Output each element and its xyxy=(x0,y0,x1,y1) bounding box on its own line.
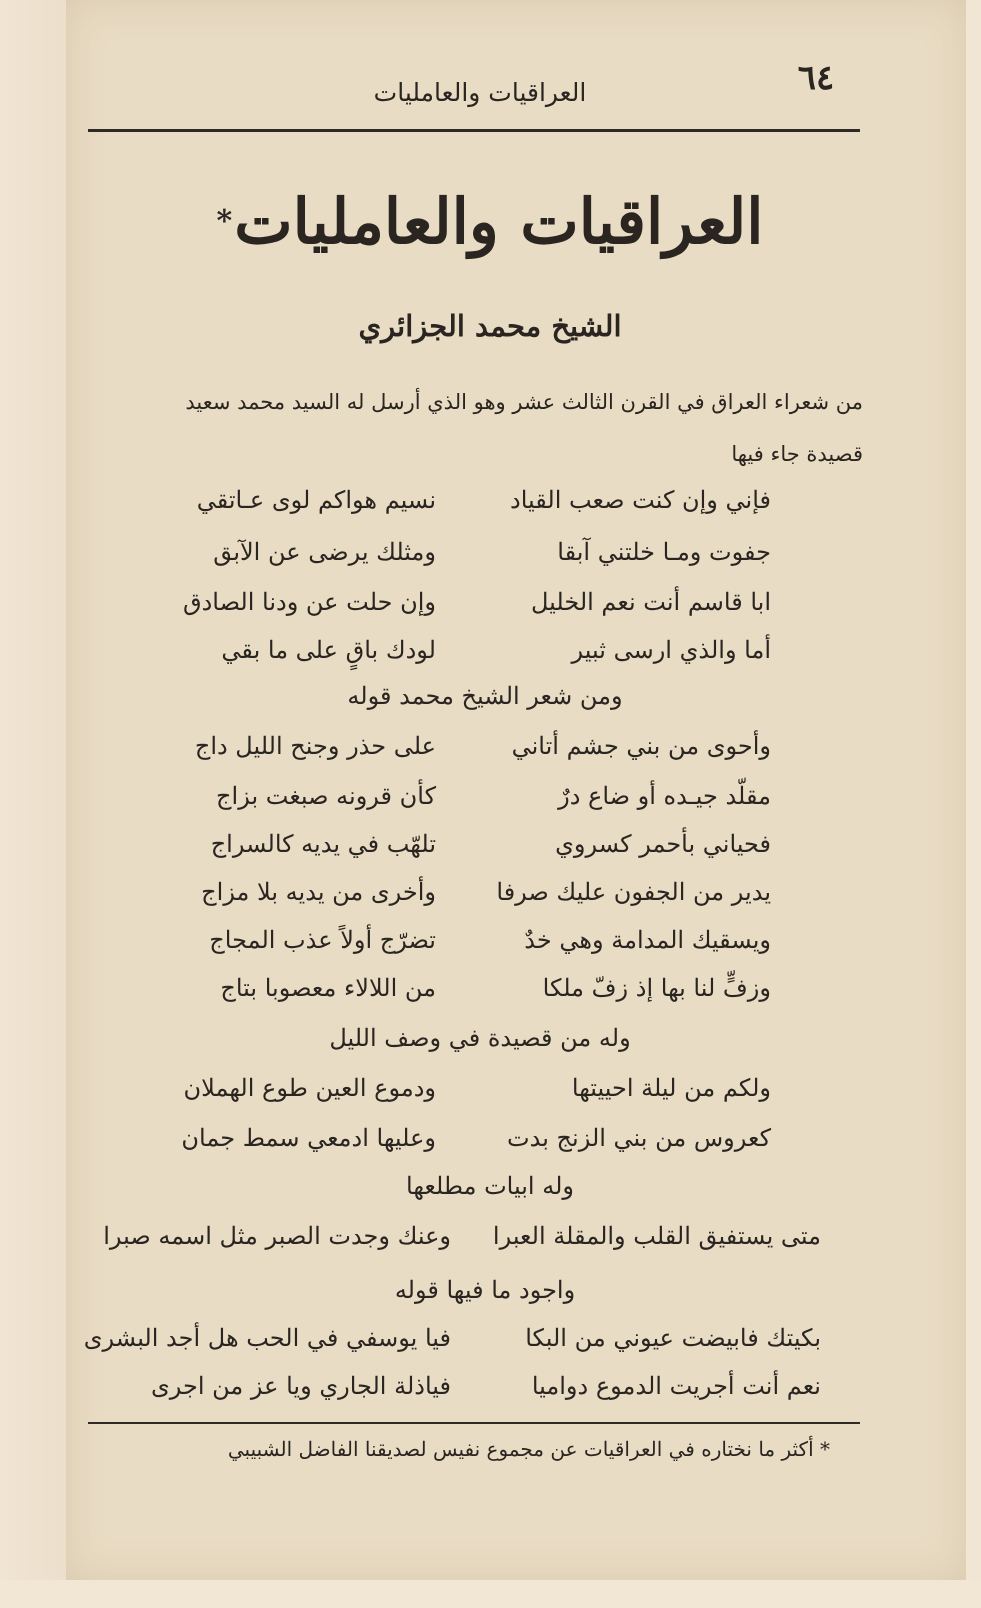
scan-right-margin xyxy=(966,0,981,1608)
section-heading: واجود ما فيها قوله xyxy=(394,1276,576,1304)
verse-hemistich-right: مقلّد جيـده أو ضاع درٌ xyxy=(558,782,771,810)
scan-bottom-margin xyxy=(0,1580,981,1608)
page-title xyxy=(150,182,830,262)
verse-hemistich-left: وعنك وجدت الصبر مثل اسمه صبرا xyxy=(103,1222,451,1250)
verse-hemistich-right: وزفٍّ لنا بها إذ زفّ ملكا xyxy=(542,974,771,1002)
verse-hemistich-right: فإني وإن كنت صعب القياد xyxy=(510,486,771,514)
intro-paragraph xyxy=(78,376,863,480)
verse-hemistich-left: نسيم هواكم لوى عـاتقي xyxy=(196,486,436,514)
verse-hemistich-right: كعروس من بني الزنج بدت xyxy=(507,1124,771,1152)
verse-hemistich-right: وأحوى من بني جشم أتاني xyxy=(511,732,771,760)
verse-hemistich-right: ويسقيك المدامة وهي خدٌ xyxy=(524,926,771,954)
section-heading: وله ابيات مطلعها xyxy=(406,1172,574,1200)
page-number: ٦٤ xyxy=(797,58,835,98)
verse-hemistich-left: على حذر وجنح الليل داج xyxy=(194,732,436,760)
verse-hemistich-right: نعم أنت أجريت الدموع دواميا xyxy=(531,1372,821,1400)
verse-hemistich-right: جفوت ومـا خلتني آبقا xyxy=(557,538,771,566)
verse-hemistich-left: وعليها ادمعي سمط جمان xyxy=(181,1124,436,1152)
footnote: * أكثر ما نختاره في العراقيات عن مجموع نفيس لصديقنا الفاضل الشبيبي xyxy=(227,1437,830,1461)
intro-line-1: من شعراء العراق في القرن الثالث عشر وهو الذي أرسل له السيد محمد سعيد xyxy=(185,390,863,414)
intro-line-2: قصيدة جاء فيها xyxy=(731,442,863,466)
title-text: العراقيات والعامليات xyxy=(234,185,764,258)
verse-hemistich-left: كأن قرونه صبغت بزاج xyxy=(216,782,436,810)
verse-hemistich-left: ودموع العين طوع الهملان xyxy=(183,1074,436,1102)
running-head: العراقيات والعامليات xyxy=(373,78,587,107)
section-heading: ومن شعر الشيخ محمد قوله xyxy=(347,682,623,710)
footnote-rule xyxy=(88,1422,860,1424)
verse-hemistich-left: فيا يوسفي في الحب هل أجد البشرى xyxy=(83,1324,451,1352)
verse-hemistich-left: تلهّب في يديه كالسراج xyxy=(210,830,436,858)
verse-hemistich-right: أما والذي ارسى ثبير xyxy=(571,636,771,664)
verse-hemistich-right: متى يستفيق القلب والمقلة العبرا xyxy=(492,1222,821,1250)
verse-hemistich-left: فياذلة الجاري ويا عز من اجرى xyxy=(151,1372,451,1400)
section-heading: وله من قصيدة في وصف الليل xyxy=(329,1024,631,1052)
verse-hemistich-right: بكيتك فابيضت عيوني من البكا xyxy=(525,1324,821,1352)
scan-left-margin xyxy=(0,0,66,1608)
verse-hemistich-right: ولكم من ليلة احييتها xyxy=(571,1074,771,1102)
verse-hemistich-left: ومثلك يرضى عن الآبق xyxy=(213,538,436,566)
verse-hemistich-left: لودك باقٍ على ما بقي xyxy=(221,636,436,664)
verse-hemistich-left: تضرّج أولاً عذب المجاج xyxy=(209,926,436,954)
verse-hemistich-right: ابا قاسم أنت نعم الخليل xyxy=(530,588,771,616)
verse-hemistich-right: فحياني بأحمر كسروي xyxy=(555,830,771,858)
verse-hemistich-right: يدير من الجفون عليك صرفا xyxy=(496,878,771,906)
verse-hemistich-left: وإن حلت عن ودنا الصادق xyxy=(182,588,436,616)
author-name: الشيخ محمد الجزائري xyxy=(358,309,622,343)
verse-hemistich-left: من اللالاء معصوبا بتاج xyxy=(220,974,436,1002)
verse-hemistich-left: وأخرى من يديه بلا مزاج xyxy=(201,878,436,906)
footnote-marker: * xyxy=(216,204,233,239)
header-rule xyxy=(88,129,860,132)
